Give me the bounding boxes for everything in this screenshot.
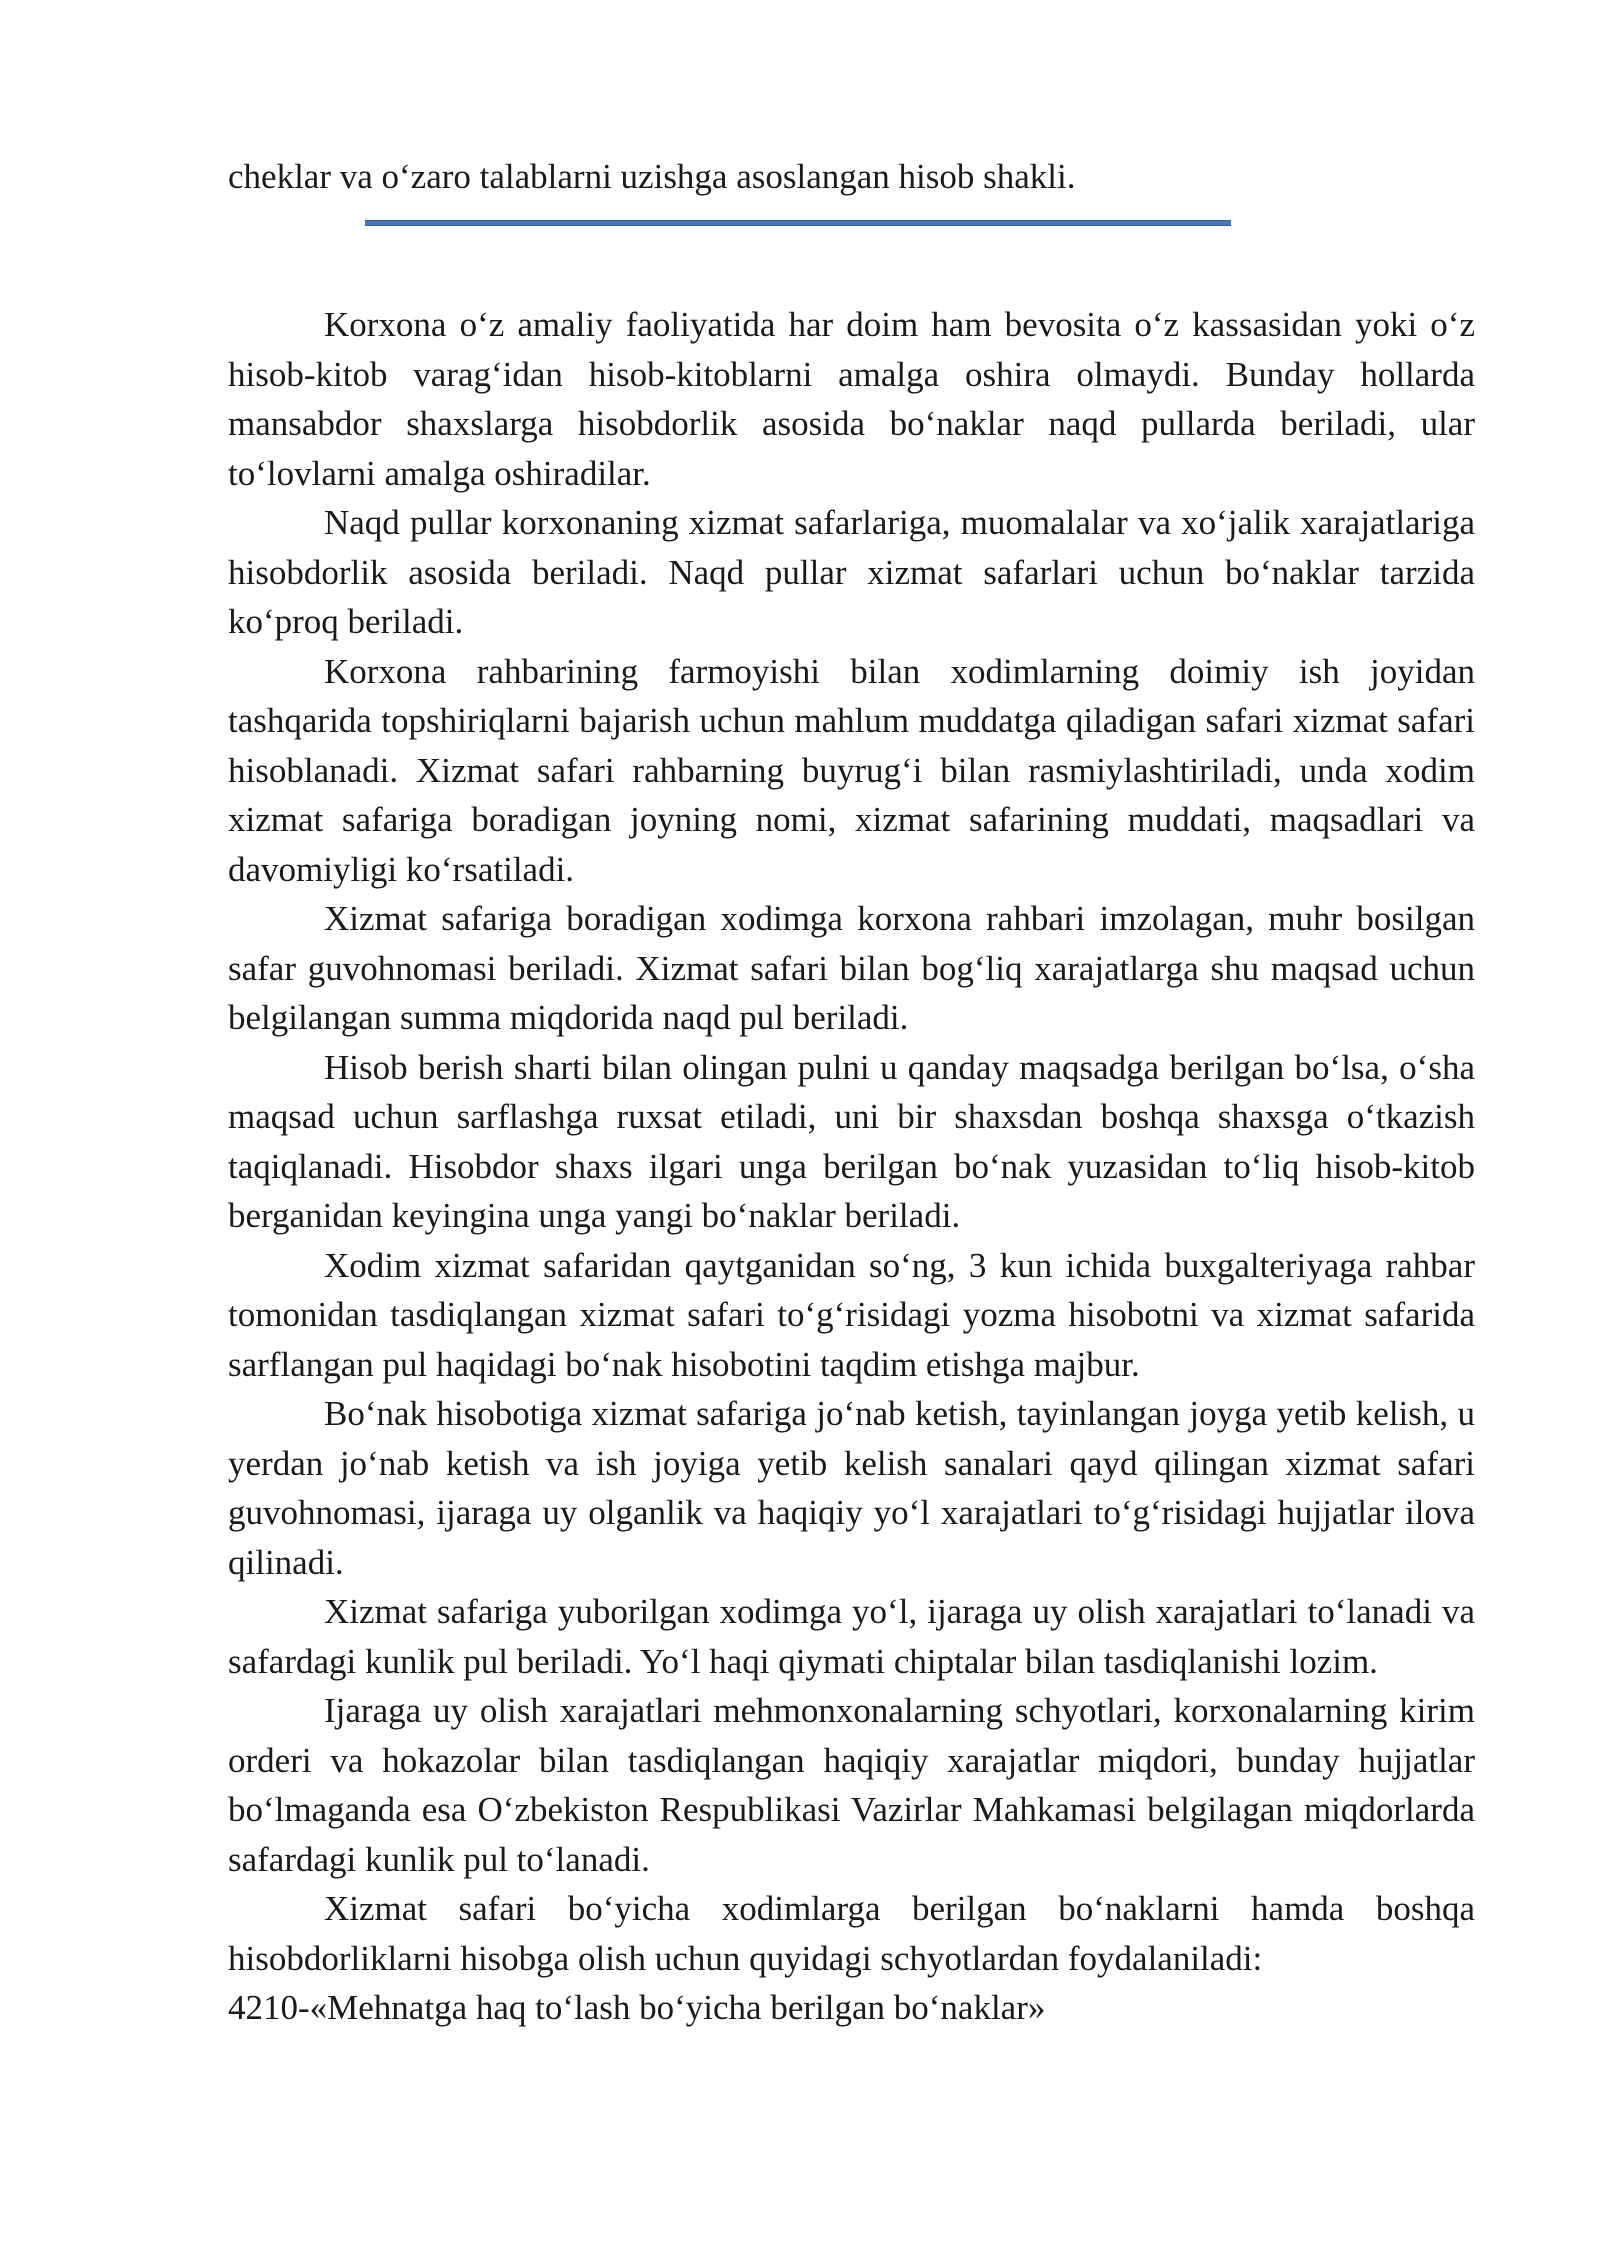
paragraph: Xizmat safariga boradigan xodimga korxona rahbari imzolagan, muhr bosilgan safar guvohnomasi beriladi. Xizmat safari bilan bog‘liq xarajatlarga shu maqsad uchun belgilangan summa miqdorida naqd pul beriladi. [228, 899, 1475, 1037]
paragraph: Bo‘nak hisobotiga xizmat safariga jo‘nab ketish, tayinlangan joyga yetib kelish, u yerdan jo‘nab ketish va ish joyiga yetib kelish sanalari qayd qilingan xizmat safari guvohnomasi, ijaraga uy olganlik va haqiqiy yo‘l xarajatlari to‘g‘risidagi hujjatlar ilova qilinadi. [228, 1394, 1475, 1582]
paragraph: Ijaraga uy olish xarajatlari mehmonxonalarning schyotlari, korxonalarning kirim orderi va hokazolar bilan tasdiqlangan haqiqiy xarajatlar miqdori, bunday hujjatlar bo‘lmaganda esa O‘zbekiston Respublikasi Vazirlar Mahkamasi belgilagan miqdorlarda safardagi kunlik pul to‘lanadi. [228, 1691, 1475, 1879]
account-line: 4210-«Mehnatga haq to‘lash bo‘yicha berilgan bo‘naklar» [228, 1988, 1046, 2027]
paragraph: Korxona o‘z amaliy faoliyatida har doim ham bevosita o‘z kassasidan yoki o‘z hisob-kitob varag‘idan hisob-kitoblarni amalga oshira olmaydi. Bunday hollarda mansabdor shaxslarga hisobdorlik asosida bo‘naklar naqd pullarda beriladi, ular to‘lovlarni amalga oshiradilar. [228, 305, 1475, 493]
paragraph: Xodim xizmat safaridan qaytganidan so‘ng, 3 kun ichida buxgalteriyaga rahbar tomonidan tasdiqlangan xizmat safari to‘g‘risidagi yozma hisobotni va xizmat safarida sarflangan pul haqidagi bo‘nak hisobotini taqdim etishga majbur. [228, 1245, 1475, 1384]
continuation-line: cheklar va o‘zaro talablarni uzishga asoslangan hisob shakli. [228, 157, 1076, 196]
paragraph: Naqd pullar korxonaning xizmat safarlariga, muomalalar va xo‘jalik xarajatlariga hisobdorlik asosida beriladi. Naqd pullar xizmat safarlari uchun bo‘naklar tarzida ko‘proq beriladi. [228, 503, 1475, 641]
paragraph: Xizmat safariga yuborilgan xodimga yo‘l, ijaraga uy olish xarajatlari to‘lanadi va safardagi kunlik pul beriladi. Yo‘l haqi qiymati chiptalar bilan tasdiqlanishi lozim. [228, 1592, 1475, 1681]
paragraph: Xizmat safari bo‘yicha xodimlarga berilgan bo‘naklarni hamda boshqa hisobdorliklarni hisobga olish uchun quyidagi schyotlardan foydalaniladi: [228, 1889, 1475, 1978]
body-text [228, 300, 1475, 2033]
paragraph: Korxona rahbarining farmoyishi bilan xodimlarning doimiy ish joyidan tashqarida topshiriqlarni bajarish uchun mahlum muddatga qiladigan safari xizmat safari hisoblanadi. Xizmat safari rahbarning buyrug‘i bilan rasmiylashtiriladi, unda xodim xizmat safariga boradigan joyning nomi, xizmat safarining muddati, maqsadlari va davomiyligi ko‘rsatiladi. [228, 651, 1475, 889]
paragraph: Hisob berish sharti bilan olingan pulni u qanday maqsadga berilgan bo‘lsa, o‘sha maqsad uchun sarflashga ruxsat etiladi, uni bir shaxsdan boshqa shaxsga o‘tkazish taqiqlanadi. Hisobdor shaxs ilgari unga berilgan bo‘nak yuzasidan to‘liq hisob-kitob berganidan keyingina unga yangi bo‘naklar beriladi. [228, 1047, 1475, 1235]
section-divider [365, 220, 1231, 226]
